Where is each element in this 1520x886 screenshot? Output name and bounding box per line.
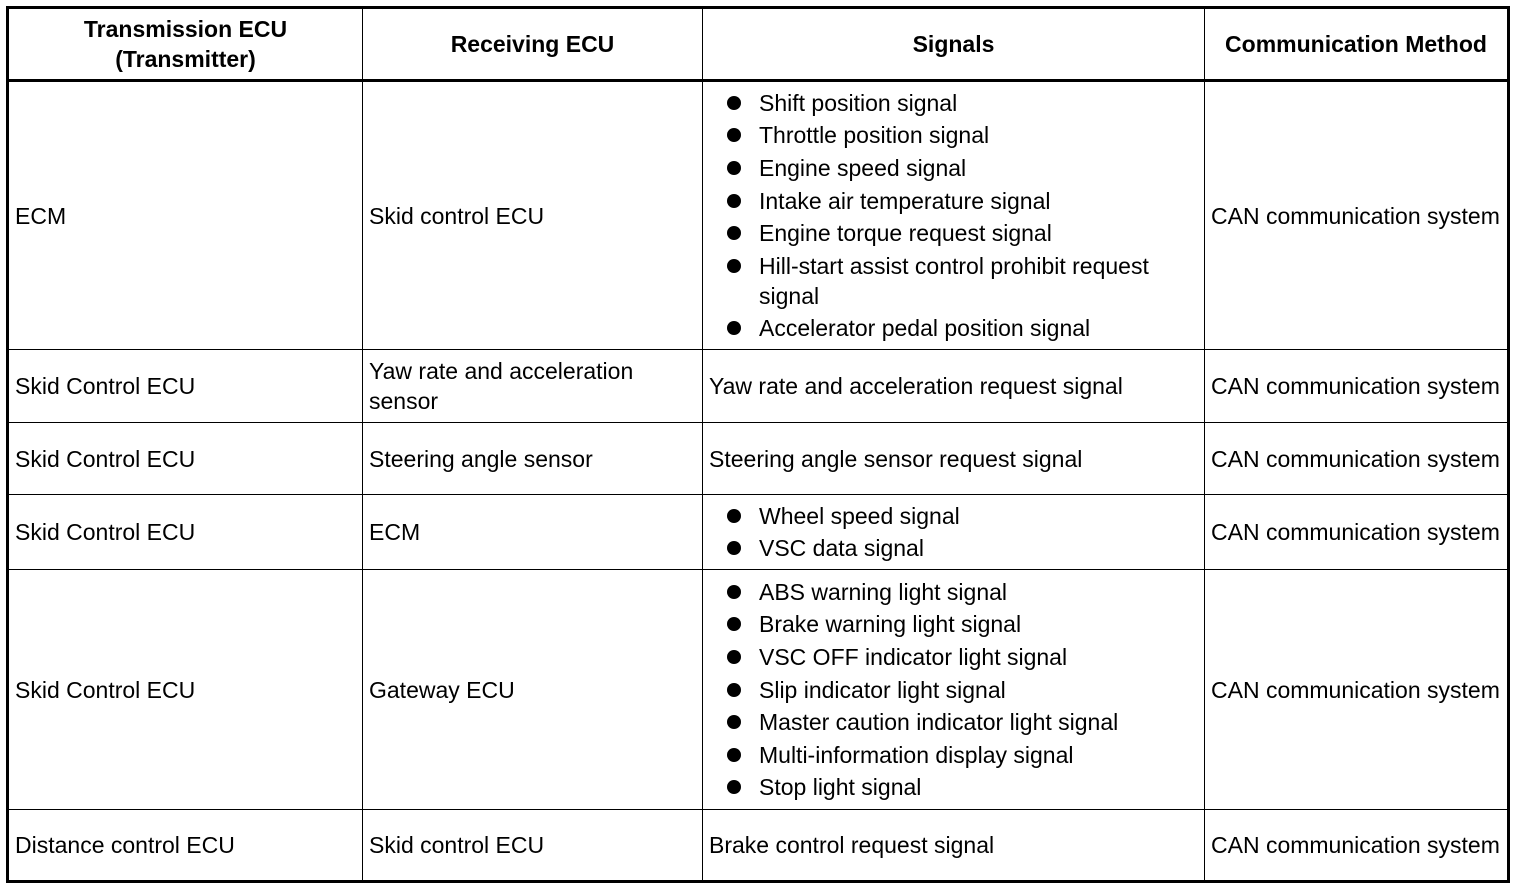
signal-item [727,501,1198,531]
signal-item [727,218,1198,248]
signals-cell [703,81,1205,350]
header-signals: Signals [703,8,1205,81]
receiver-cell: Skid control ECU [363,810,703,882]
bullet-icon [727,128,741,142]
signal-text: Engine speed signal [759,154,967,181]
table-row [8,810,1509,882]
method-cell: CAN communication system [1205,810,1509,882]
signal-text: VSC data signal [759,535,924,562]
signal-list [709,577,1198,803]
signal-text: Throttle position signal [759,122,990,149]
bullet-icon [727,683,741,697]
transmitter-cell: Skid Control ECU [8,350,363,423]
signals-cell [703,570,1205,810]
signal-item [727,740,1198,770]
signal-text: Master caution indicator light signal [759,709,1119,736]
bullet-icon [727,748,741,762]
signal-text: Brake warning light signal [759,611,1022,638]
bullet-icon [727,226,741,240]
transmitter-cell: ECM [8,81,363,350]
signal-list [709,88,1198,344]
transmitter-cell: Distance control ECU [8,810,363,882]
bullet-icon [727,321,741,335]
signal-item [727,186,1198,216]
transmitter-cell: Skid Control ECU [8,570,363,810]
signal-item [727,707,1198,737]
receiver-cell: Yaw rate and acceleration sensor [363,350,703,423]
signal-text: Accelerator pedal position signal [759,315,1091,342]
bullet-icon [727,194,741,208]
signals-cell: Steering angle sensor request signal [703,423,1205,495]
bullet-icon [727,780,741,794]
signal-text: Shift position signal [759,89,958,116]
header-transmitter-line1: Transmission ECU [83,16,288,42]
signal-item [727,533,1198,563]
bullet-icon [727,650,741,664]
signal-item [727,251,1198,311]
header-transmitter-line2: (Transmitter) [115,46,256,72]
signal-text: VSC OFF indicator light signal [759,643,1068,670]
bullet-icon [727,96,741,110]
table-row [8,81,1509,350]
receiver-cell: Gateway ECU [363,570,703,810]
table-row [8,570,1509,810]
method-cell: CAN communication system [1205,570,1509,810]
bullet-icon [727,259,741,273]
bullet-icon [727,509,741,523]
bullet-icon [727,585,741,599]
method-cell: CAN communication system [1205,423,1509,495]
bullet-icon [727,617,741,631]
header-transmitter [8,8,363,81]
signal-text: Stop light signal [759,774,922,801]
header-row [8,8,1509,81]
receiver-cell: Steering angle sensor [363,423,703,495]
method-cell: CAN communication system [1205,495,1509,570]
table-row [8,350,1509,423]
signal-item [727,88,1198,118]
transmitter-cell: Skid Control ECU [8,423,363,495]
signal-item [727,577,1198,607]
signal-text: Engine torque request signal [759,220,1052,247]
signal-item [727,313,1198,343]
receiver-cell: Skid control ECU [363,81,703,350]
signal-list [709,501,1198,564]
receiver-cell: ECM [363,495,703,570]
communication-table [6,6,1510,883]
signal-text: Slip indicator light signal [759,676,1006,703]
signal-item [727,153,1198,183]
method-cell: CAN communication system [1205,350,1509,423]
table-row [8,495,1509,570]
signal-text: Wheel speed signal [759,502,960,529]
signal-item [727,675,1198,705]
signals-cell: Yaw rate and acceleration request signal [703,350,1205,423]
bullet-icon [727,541,741,555]
signal-item [727,120,1198,150]
signal-item [727,642,1198,672]
transmitter-cell: Skid Control ECU [8,495,363,570]
signal-text: Intake air temperature signal [759,187,1051,214]
signal-text: Multi-information display signal [759,741,1074,768]
method-cell: CAN communication system [1205,81,1509,350]
header-receiver: Receiving ECU [363,8,703,81]
signals-cell [703,495,1205,570]
signals-cell: Brake control request signal [703,810,1205,882]
signal-item [727,772,1198,802]
header-method: Communication Method [1205,8,1509,81]
signal-text: Hill-start assist control prohibit request signal [759,252,1149,309]
bullet-icon [727,161,741,175]
bullet-icon [727,715,741,729]
signal-item [727,609,1198,639]
signal-text: ABS warning light signal [759,578,1008,605]
table-row [8,423,1509,495]
